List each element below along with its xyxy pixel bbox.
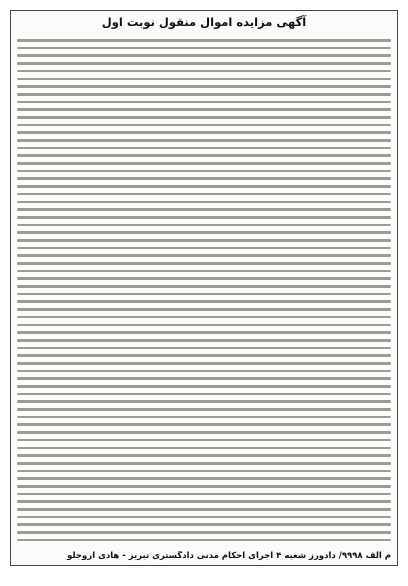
text-line-placeholder bbox=[17, 47, 391, 50]
text-line-placeholder bbox=[17, 116, 391, 119]
text-line-placeholder bbox=[17, 285, 391, 288]
text-line-placeholder bbox=[17, 154, 391, 157]
text-line-placeholder bbox=[17, 339, 391, 342]
text-line-placeholder bbox=[17, 493, 391, 496]
text-line-placeholder bbox=[17, 300, 391, 303]
text-line-placeholder bbox=[17, 70, 391, 73]
text-line-placeholder bbox=[17, 347, 391, 350]
text-line-placeholder bbox=[17, 139, 391, 142]
text-line-placeholder bbox=[17, 324, 391, 327]
text-line-placeholder bbox=[17, 316, 391, 319]
text-line-placeholder bbox=[17, 239, 391, 242]
notice-title: آگهی مزایده اموال منقول نوبت اول bbox=[101, 15, 307, 29]
notice-footer: م الف ۹۹۹۸/ دادورز شعبه ۴ اجرای احکام مدنی دادگستری تبریز - هادی اروجلو bbox=[67, 551, 391, 561]
text-line-placeholder bbox=[17, 177, 391, 180]
text-line-placeholder bbox=[17, 539, 391, 542]
text-line-placeholder bbox=[17, 277, 391, 280]
text-line-placeholder bbox=[17, 423, 391, 426]
text-line-placeholder bbox=[17, 124, 391, 127]
notice-body-text bbox=[17, 34, 391, 541]
text-line-placeholder bbox=[17, 147, 391, 150]
text-line-placeholder bbox=[17, 39, 391, 42]
text-line-placeholder bbox=[17, 78, 391, 81]
text-line-placeholder bbox=[17, 523, 391, 526]
text-line-placeholder bbox=[17, 131, 391, 134]
text-line-placeholder bbox=[17, 254, 391, 257]
text-line-placeholder bbox=[17, 362, 391, 365]
text-line-placeholder bbox=[17, 101, 391, 104]
text-line-placeholder bbox=[17, 400, 391, 403]
text-line-placeholder bbox=[17, 370, 391, 373]
text-line-placeholder bbox=[17, 216, 391, 219]
text-line-placeholder bbox=[17, 508, 391, 511]
text-line-placeholder bbox=[17, 500, 391, 503]
text-line-placeholder bbox=[17, 416, 391, 419]
text-line-placeholder bbox=[17, 54, 391, 57]
text-line-placeholder bbox=[17, 477, 391, 480]
text-line-placeholder bbox=[17, 162, 391, 165]
text-line-placeholder bbox=[17, 262, 391, 265]
text-line-placeholder bbox=[17, 331, 391, 334]
text-line-placeholder bbox=[17, 185, 391, 188]
text-line-placeholder bbox=[17, 454, 391, 457]
text-line-placeholder bbox=[17, 108, 391, 111]
text-line-placeholder bbox=[17, 62, 391, 65]
text-line-placeholder bbox=[17, 201, 391, 204]
text-line-placeholder bbox=[17, 462, 391, 465]
text-line-placeholder bbox=[17, 170, 391, 173]
notice-page bbox=[10, 10, 398, 566]
text-line-placeholder bbox=[17, 208, 391, 211]
text-line-placeholder bbox=[17, 247, 391, 250]
text-line-placeholder bbox=[17, 193, 391, 196]
text-line-placeholder bbox=[17, 231, 391, 234]
text-line-placeholder bbox=[17, 308, 391, 311]
text-line-placeholder bbox=[17, 531, 391, 534]
text-line-placeholder bbox=[17, 485, 391, 488]
text-line-placeholder bbox=[17, 93, 391, 96]
text-line-placeholder bbox=[17, 516, 391, 519]
text-line-placeholder bbox=[17, 439, 391, 442]
text-line-placeholder bbox=[17, 431, 391, 434]
text-line-placeholder bbox=[17, 447, 391, 450]
text-line-placeholder bbox=[17, 224, 391, 227]
text-line-placeholder bbox=[17, 385, 391, 388]
text-line-placeholder bbox=[17, 470, 391, 473]
text-line-placeholder bbox=[17, 393, 391, 396]
text-line-placeholder bbox=[17, 85, 391, 88]
text-line-placeholder bbox=[17, 408, 391, 411]
text-line-placeholder bbox=[17, 354, 391, 357]
text-line-placeholder bbox=[17, 293, 391, 296]
text-line-placeholder bbox=[17, 377, 391, 380]
text-line-placeholder bbox=[17, 270, 391, 273]
